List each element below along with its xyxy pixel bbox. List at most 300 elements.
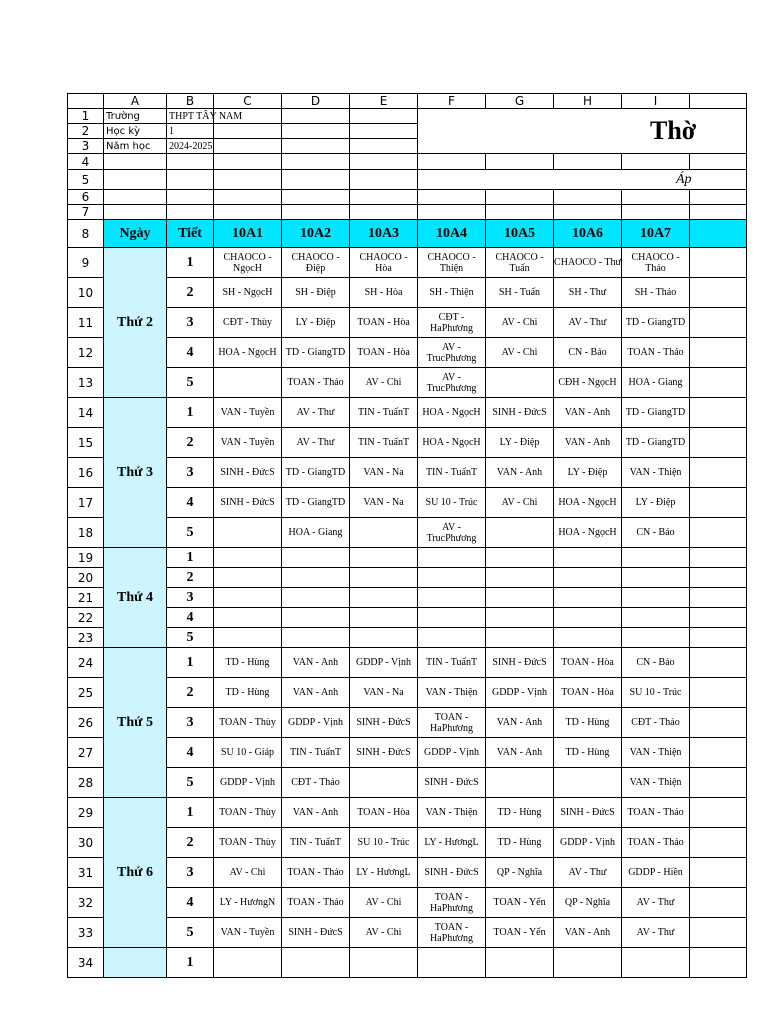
schedule-cell[interactable] xyxy=(418,608,486,628)
schedule-cell[interactable]: QP - Nghĩa xyxy=(486,858,554,888)
period-number[interactable]: 2 xyxy=(167,568,214,588)
column-header-g[interactable]: G xyxy=(486,94,554,109)
row-number[interactable]: 33 xyxy=(68,918,104,948)
schedule-cell[interactable]: TOAN - Thảo xyxy=(622,828,690,858)
column-header-next[interactable] xyxy=(690,94,747,109)
schedule-cell[interactable]: TD - GiangTD xyxy=(282,488,350,518)
schedule-cell[interactable] xyxy=(282,948,350,978)
schedule-cell[interactable]: CĐT - Thảo xyxy=(622,708,690,738)
schedule-cell[interactable]: TIN - TuấnT xyxy=(418,648,486,678)
cell[interactable] xyxy=(350,154,418,170)
schedule-cell[interactable]: CHAOCO - NgọcH xyxy=(214,248,282,278)
row-number[interactable]: 4 xyxy=(68,154,104,170)
schedule-cell[interactable]: CN - Bảo xyxy=(622,518,690,548)
row-number[interactable]: 20 xyxy=(68,568,104,588)
period-number[interactable]: 5 xyxy=(167,628,214,648)
schedule-cell[interactable] xyxy=(350,568,418,588)
schedule-cell[interactable]: HOA - Giang xyxy=(622,368,690,398)
schedule-cell[interactable]: SINH - ĐứcS xyxy=(418,768,486,798)
schedule-cell[interactable]: TOAN - Thùy xyxy=(214,708,282,738)
row-number[interactable]: 31 xyxy=(68,858,104,888)
class-header[interactable]: 10A5 xyxy=(486,220,554,248)
schedule-cell[interactable] xyxy=(622,568,690,588)
schedule-cell[interactable] xyxy=(418,548,486,568)
cell[interactable] xyxy=(282,190,350,205)
schedule-cell[interactable] xyxy=(690,948,747,978)
class-header[interactable]: 10A3 xyxy=(350,220,418,248)
schedule-cell[interactable] xyxy=(350,518,418,548)
period-number[interactable]: 4 xyxy=(167,888,214,918)
schedule-cell[interactable]: SH - Thiện xyxy=(418,278,486,308)
row-number[interactable]: 25 xyxy=(68,678,104,708)
schedule-cell[interactable]: HOA - NgọcH xyxy=(214,338,282,368)
schedule-cell[interactable]: SINH - ĐứcS xyxy=(350,708,418,738)
schedule-cell[interactable] xyxy=(690,608,747,628)
schedule-cell[interactable]: TD - Hùng xyxy=(214,648,282,678)
period-header[interactable]: Tiết xyxy=(167,220,214,248)
schedule-cell[interactable]: TOAN - Thảo xyxy=(282,368,350,398)
row-number[interactable]: 5 xyxy=(68,170,104,190)
schedule-cell[interactable] xyxy=(690,918,747,948)
cell[interactable] xyxy=(622,154,690,170)
row-number[interactable]: 28 xyxy=(68,768,104,798)
schedule-cell[interactable] xyxy=(622,548,690,568)
schedule-cell[interactable] xyxy=(622,948,690,978)
schedule-cell[interactable]: SINH - ĐứcS xyxy=(350,738,418,768)
schedule-cell[interactable]: HOA - NgọcH xyxy=(418,428,486,458)
schedule-cell[interactable]: SU 10 - Trúc xyxy=(418,488,486,518)
schedule-cell[interactable]: VAN - Anh xyxy=(486,738,554,768)
schedule-cell[interactable] xyxy=(214,568,282,588)
schedule-cell[interactable]: TOAN - Yến xyxy=(486,888,554,918)
row-number[interactable]: 9 xyxy=(68,248,104,278)
row-number[interactable]: 18 xyxy=(68,518,104,548)
schedule-cell[interactable]: VAN - Thiện xyxy=(418,678,486,708)
schedule-cell[interactable] xyxy=(554,948,622,978)
schedule-cell[interactable]: HOA - NgọcH xyxy=(554,488,622,518)
schedule-cell[interactable]: SH - NgọcH xyxy=(214,278,282,308)
schedule-cell[interactable]: TOAN - HaPhương xyxy=(418,708,486,738)
period-number[interactable]: 4 xyxy=(167,488,214,518)
schedule-cell[interactable] xyxy=(690,548,747,568)
schedule-cell[interactable]: HOA - Giang xyxy=(282,518,350,548)
schedule-cell[interactable]: SINH - ĐứcS xyxy=(486,648,554,678)
column-header-h[interactable]: H xyxy=(554,94,622,109)
row-number[interactable]: 29 xyxy=(68,798,104,828)
day-label[interactable] xyxy=(104,948,167,978)
cell[interactable] xyxy=(282,170,350,190)
schedule-cell[interactable] xyxy=(418,588,486,608)
schedule-cell[interactable]: TD - Hùng xyxy=(486,828,554,858)
cell[interactable] xyxy=(104,205,167,220)
schedule-cell[interactable] xyxy=(418,948,486,978)
schedule-cell[interactable]: VAN - Anh xyxy=(282,648,350,678)
schedule-cell[interactable]: AV - Chi xyxy=(486,488,554,518)
row-number[interactable]: 17 xyxy=(68,488,104,518)
schedule-cell[interactable]: TIN - TuấnT xyxy=(282,738,350,768)
schedule-cell[interactable]: TOAN - Hòa xyxy=(350,798,418,828)
row-number[interactable]: 2 xyxy=(68,124,104,139)
schedule-cell[interactable]: SINH - ĐứcS xyxy=(554,798,622,828)
row-number[interactable]: 10 xyxy=(68,278,104,308)
schedule-cell[interactable]: TIN - TuấnT xyxy=(350,398,418,428)
schedule-cell[interactable] xyxy=(282,608,350,628)
column-header-f[interactable]: F xyxy=(418,94,486,109)
cell[interactable] xyxy=(690,154,747,170)
schedule-cell[interactable] xyxy=(690,888,747,918)
schedule-cell[interactable]: QP - Nghĩa xyxy=(554,888,622,918)
schedule-cell[interactable]: TOAN - Hòa xyxy=(554,648,622,678)
class-header[interactable]: 10A1 xyxy=(214,220,282,248)
class-header[interactable]: 10A2 xyxy=(282,220,350,248)
row-number[interactable]: 24 xyxy=(68,648,104,678)
schedule-cell[interactable] xyxy=(282,548,350,568)
period-number[interactable]: 2 xyxy=(167,278,214,308)
schedule-cell[interactable] xyxy=(554,608,622,628)
schedule-cell[interactable]: SU 10 - Trúc xyxy=(622,678,690,708)
period-number[interactable]: 1 xyxy=(167,398,214,428)
schedule-cell[interactable] xyxy=(690,588,747,608)
class-header[interactable]: 10A4 xyxy=(418,220,486,248)
row-number[interactable]: 15 xyxy=(68,428,104,458)
cell[interactable] xyxy=(282,109,350,124)
schedule-cell[interactable] xyxy=(690,738,747,768)
schedule-cell[interactable]: VAN - Tuyền xyxy=(214,398,282,428)
cell[interactable] xyxy=(690,190,747,205)
cell[interactable] xyxy=(214,124,282,139)
class-header-next[interactable] xyxy=(690,220,747,248)
schedule-cell[interactable]: TOAN - Hòa xyxy=(350,308,418,338)
schedule-cell[interactable] xyxy=(690,428,747,458)
schedule-cell[interactable]: LY - HươngL xyxy=(418,828,486,858)
schedule-cell[interactable]: VAN - Thiện xyxy=(622,768,690,798)
row-number[interactable]: 8 xyxy=(68,220,104,248)
schedule-cell[interactable]: SU 10 - Giáp xyxy=(214,738,282,768)
row-number[interactable]: 3 xyxy=(68,139,104,154)
cell[interactable] xyxy=(350,190,418,205)
schedule-cell[interactable]: AV - TrucPhương xyxy=(418,368,486,398)
class-header[interactable]: 10A6 xyxy=(554,220,622,248)
schedule-cell[interactable]: CN - Bảo xyxy=(554,338,622,368)
schedule-cell[interactable] xyxy=(690,708,747,738)
schedule-cell[interactable]: LY - HươngN xyxy=(214,888,282,918)
schedule-cell[interactable]: CHAOCO - Thư xyxy=(554,248,622,278)
period-number[interactable]: 1 xyxy=(167,648,214,678)
schedule-cell[interactable] xyxy=(486,948,554,978)
day-label[interactable]: Thứ 6 xyxy=(104,798,167,948)
schedule-cell[interactable] xyxy=(690,488,747,518)
day-label[interactable]: Thứ 3 xyxy=(104,398,167,548)
schedule-cell[interactable] xyxy=(350,588,418,608)
period-number[interactable]: 3 xyxy=(167,708,214,738)
schedule-cell[interactable] xyxy=(486,548,554,568)
schedule-cell[interactable]: VAN - Thiện xyxy=(622,458,690,488)
schedule-cell[interactable]: VAN - Na xyxy=(350,458,418,488)
schedule-cell[interactable]: SINH - ĐứcS xyxy=(214,458,282,488)
info-value[interactable]: 1 xyxy=(167,124,214,139)
cell[interactable] xyxy=(554,154,622,170)
cell[interactable] xyxy=(214,170,282,190)
schedule-cell[interactable]: VAN - Thiện xyxy=(418,798,486,828)
cell[interactable] xyxy=(214,205,282,220)
schedule-cell[interactable]: TIN - TuấnT xyxy=(350,428,418,458)
column-header-e[interactable]: E xyxy=(350,94,418,109)
schedule-cell[interactable]: LY - HươngL xyxy=(350,858,418,888)
schedule-cell[interactable] xyxy=(622,628,690,648)
schedule-cell[interactable]: SU 10 - Trúc xyxy=(350,828,418,858)
column-header-c[interactable]: C xyxy=(214,94,282,109)
cell[interactable] xyxy=(167,205,214,220)
schedule-cell[interactable]: TOAN - Hòa xyxy=(554,678,622,708)
schedule-cell[interactable]: GDDP - Vịnh xyxy=(554,828,622,858)
row-number[interactable]: 7 xyxy=(68,205,104,220)
period-number[interactable]: 1 xyxy=(167,948,214,978)
period-number[interactable]: 4 xyxy=(167,338,214,368)
schedule-cell[interactable]: CĐH - NgọcH xyxy=(554,368,622,398)
schedule-cell[interactable]: AV - Thư xyxy=(282,398,350,428)
column-header-i[interactable]: I xyxy=(622,94,690,109)
schedule-cell[interactable]: CHAOCO - Tuấn xyxy=(486,248,554,278)
schedule-cell[interactable] xyxy=(350,948,418,978)
cell[interactable] xyxy=(554,205,622,220)
row-number[interactable]: 11 xyxy=(68,308,104,338)
row-number[interactable]: 13 xyxy=(68,368,104,398)
schedule-cell[interactable]: VAN - Anh xyxy=(554,918,622,948)
schedule-cell[interactable] xyxy=(282,588,350,608)
schedule-cell[interactable]: LY - Điệp xyxy=(554,458,622,488)
schedule-cell[interactable] xyxy=(690,678,747,708)
row-number[interactable]: 30 xyxy=(68,828,104,858)
schedule-cell[interactable]: SH - Thảo xyxy=(622,278,690,308)
column-header-a[interactable]: A xyxy=(104,94,167,109)
cell[interactable] xyxy=(486,190,554,205)
info-label[interactable]: Học kỳ xyxy=(104,124,167,139)
schedule-cell[interactable] xyxy=(486,518,554,548)
schedule-cell[interactable]: TOAN - HaPhương xyxy=(418,918,486,948)
schedule-cell[interactable]: AV - Chi xyxy=(486,338,554,368)
schedule-cell[interactable]: AV - Chi xyxy=(350,368,418,398)
schedule-cell[interactable]: TOAN - Thùy xyxy=(214,798,282,828)
cell[interactable] xyxy=(486,205,554,220)
day-header[interactable]: Ngày xyxy=(104,220,167,248)
schedule-cell[interactable]: TD - Hùng xyxy=(214,678,282,708)
schedule-cell[interactable]: AV - Thư xyxy=(282,428,350,458)
schedule-cell[interactable]: AV - Chi xyxy=(350,918,418,948)
schedule-cell[interactable]: TD - GiangTD xyxy=(622,428,690,458)
row-number[interactable]: 12 xyxy=(68,338,104,368)
schedule-cell[interactable]: VAN - Anh xyxy=(486,458,554,488)
schedule-cell[interactable]: GDDP - Vịnh xyxy=(418,738,486,768)
schedule-cell[interactable] xyxy=(690,628,747,648)
schedule-cell[interactable]: SH - Điệp xyxy=(282,278,350,308)
schedule-cell[interactable] xyxy=(690,368,747,398)
cell[interactable] xyxy=(104,190,167,205)
schedule-cell[interactable]: SINH - ĐứcS xyxy=(214,488,282,518)
schedule-cell[interactable] xyxy=(486,768,554,798)
schedule-cell[interactable] xyxy=(690,798,747,828)
row-number[interactable]: 22 xyxy=(68,608,104,628)
cell[interactable] xyxy=(104,170,167,190)
schedule-cell[interactable]: VAN - Na xyxy=(350,678,418,708)
period-number[interactable]: 5 xyxy=(167,918,214,948)
schedule-cell[interactable]: GDDP - Vịnh xyxy=(282,708,350,738)
schedule-cell[interactable] xyxy=(690,338,747,368)
schedule-cell[interactable]: TOAN - Thùy xyxy=(214,828,282,858)
schedule-cell[interactable]: SINH - ĐứcS xyxy=(486,398,554,428)
schedule-cell[interactable]: AV - Thư xyxy=(554,308,622,338)
cell[interactable] xyxy=(214,154,282,170)
schedule-cell[interactable]: AV - Chi xyxy=(214,858,282,888)
class-header[interactable]: 10A7 xyxy=(622,220,690,248)
period-number[interactable]: 2 xyxy=(167,428,214,458)
schedule-cell[interactable]: VAN - Tuyền xyxy=(214,918,282,948)
day-label[interactable]: Thứ 2 xyxy=(104,248,167,398)
schedule-cell[interactable]: LY - Điệp xyxy=(282,308,350,338)
cell[interactable] xyxy=(167,190,214,205)
schedule-cell[interactable]: AV - Chi xyxy=(486,308,554,338)
cell[interactable] xyxy=(418,154,486,170)
cell[interactable] xyxy=(690,205,747,220)
timetable-title[interactable]: Thờ xyxy=(418,109,747,154)
schedule-cell[interactable]: VAN - Anh xyxy=(554,428,622,458)
info-label[interactable]: Năm học xyxy=(104,139,167,154)
schedule-cell[interactable]: TD - Hùng xyxy=(554,738,622,768)
schedule-cell[interactable] xyxy=(214,368,282,398)
schedule-cell[interactable]: CĐT - HaPhương xyxy=(418,308,486,338)
schedule-cell[interactable] xyxy=(554,768,622,798)
schedule-cell[interactable]: CĐT - Thảo xyxy=(282,768,350,798)
period-number[interactable]: 3 xyxy=(167,588,214,608)
schedule-cell[interactable]: TD - Hùng xyxy=(486,798,554,828)
cell[interactable] xyxy=(214,190,282,205)
schedule-cell[interactable]: TD - Hùng xyxy=(554,708,622,738)
schedule-cell[interactable]: SINH - ĐứcS xyxy=(282,918,350,948)
schedule-cell[interactable] xyxy=(622,588,690,608)
row-number[interactable]: 14 xyxy=(68,398,104,428)
cell[interactable] xyxy=(622,205,690,220)
schedule-cell[interactable] xyxy=(214,608,282,628)
day-label[interactable]: Thứ 5 xyxy=(104,648,167,798)
schedule-cell[interactable]: TOAN - Thảo xyxy=(282,888,350,918)
row-number[interactable]: 26 xyxy=(68,708,104,738)
row-number[interactable]: 16 xyxy=(68,458,104,488)
schedule-cell[interactable] xyxy=(690,278,747,308)
schedule-cell[interactable]: TD - GiangTD xyxy=(622,398,690,428)
schedule-cell[interactable] xyxy=(690,308,747,338)
schedule-cell[interactable]: TOAN - Thảo xyxy=(622,798,690,828)
schedule-cell[interactable] xyxy=(690,248,747,278)
cell[interactable] xyxy=(350,205,418,220)
schedule-cell[interactable] xyxy=(418,628,486,648)
schedule-cell[interactable]: VAN - Anh xyxy=(554,398,622,428)
schedule-cell[interactable]: HOA - NgọcH xyxy=(418,398,486,428)
schedule-cell[interactable] xyxy=(690,398,747,428)
period-number[interactable]: 5 xyxy=(167,368,214,398)
period-number[interactable]: 3 xyxy=(167,308,214,338)
cell[interactable] xyxy=(282,205,350,220)
schedule-cell[interactable]: VAN - Tuyền xyxy=(214,428,282,458)
period-number[interactable]: 5 xyxy=(167,518,214,548)
schedule-cell[interactable]: SH - Thư xyxy=(554,278,622,308)
schedule-cell[interactable] xyxy=(214,588,282,608)
cell[interactable] xyxy=(350,124,418,139)
cell[interactable] xyxy=(350,109,418,124)
row-number[interactable]: 6 xyxy=(68,190,104,205)
schedule-cell[interactable] xyxy=(690,518,747,548)
schedule-cell[interactable]: SH - Tuấn xyxy=(486,278,554,308)
schedule-cell[interactable] xyxy=(690,648,747,678)
cell[interactable] xyxy=(214,139,282,154)
schedule-cell[interactable]: GDDP - Vịnh xyxy=(350,648,418,678)
day-label[interactable]: Thứ 4 xyxy=(104,548,167,648)
schedule-cell[interactable]: VAN - Thiện xyxy=(622,738,690,768)
schedule-cell[interactable] xyxy=(350,768,418,798)
schedule-cell[interactable] xyxy=(554,548,622,568)
schedule-cell[interactable]: VAN - Na xyxy=(350,488,418,518)
schedule-cell[interactable] xyxy=(486,608,554,628)
period-number[interactable]: 2 xyxy=(167,678,214,708)
cell[interactable] xyxy=(622,190,690,205)
column-header-b[interactable]: B xyxy=(167,94,214,109)
period-number[interactable]: 5 xyxy=(167,768,214,798)
schedule-cell[interactable] xyxy=(214,518,282,548)
schedule-cell[interactable] xyxy=(282,628,350,648)
schedule-cell[interactable]: TOAN - Hòa xyxy=(350,338,418,368)
info-value[interactable]: 2024-2025 xyxy=(167,139,214,154)
schedule-cell[interactable]: GDDP - Vịnh xyxy=(214,768,282,798)
schedule-cell[interactable]: TIN - TuấnT xyxy=(418,458,486,488)
cell[interactable] xyxy=(104,154,167,170)
period-number[interactable]: 4 xyxy=(167,608,214,628)
schedule-cell[interactable] xyxy=(486,628,554,648)
schedule-cell[interactable]: TIN - TuấnT xyxy=(282,828,350,858)
schedule-cell[interactable] xyxy=(418,568,486,588)
schedule-cell[interactable]: SH - Hòa xyxy=(350,278,418,308)
info-label[interactable]: Trường xyxy=(104,109,167,124)
schedule-cell[interactable] xyxy=(554,588,622,608)
schedule-cell[interactable]: VAN - Anh xyxy=(282,678,350,708)
schedule-cell[interactable]: CN - Bảo xyxy=(622,648,690,678)
cell[interactable] xyxy=(282,124,350,139)
schedule-cell[interactable] xyxy=(486,368,554,398)
schedule-cell[interactable]: HOA - NgọcH xyxy=(554,518,622,548)
row-number[interactable]: 34 xyxy=(68,948,104,978)
schedule-cell[interactable]: VAN - Anh xyxy=(282,798,350,828)
schedule-cell[interactable]: GDDP - Vịnh xyxy=(486,678,554,708)
row-number[interactable]: 27 xyxy=(68,738,104,768)
cell[interactable] xyxy=(350,170,418,190)
schedule-cell[interactable] xyxy=(690,828,747,858)
schedule-cell[interactable] xyxy=(690,568,747,588)
schedule-cell[interactable]: AV - Thư xyxy=(622,918,690,948)
schedule-cell[interactable] xyxy=(214,548,282,568)
period-number[interactable]: 4 xyxy=(167,738,214,768)
cell[interactable] xyxy=(167,170,214,190)
schedule-cell[interactable]: TD - GiangTD xyxy=(282,338,350,368)
schedule-cell[interactable]: CHAOCO - Điệp xyxy=(282,248,350,278)
row-number[interactable]: 23 xyxy=(68,628,104,648)
cell[interactable] xyxy=(167,154,214,170)
period-number[interactable]: 1 xyxy=(167,548,214,568)
row-number[interactable]: 32 xyxy=(68,888,104,918)
period-number[interactable]: 2 xyxy=(167,828,214,858)
schedule-cell[interactable] xyxy=(622,608,690,628)
schedule-cell[interactable]: SINH - ĐứcS xyxy=(418,858,486,888)
row-number[interactable]: 1 xyxy=(68,109,104,124)
schedule-cell[interactable] xyxy=(350,608,418,628)
period-number[interactable]: 3 xyxy=(167,858,214,888)
schedule-cell[interactable]: AV - Thư xyxy=(622,888,690,918)
